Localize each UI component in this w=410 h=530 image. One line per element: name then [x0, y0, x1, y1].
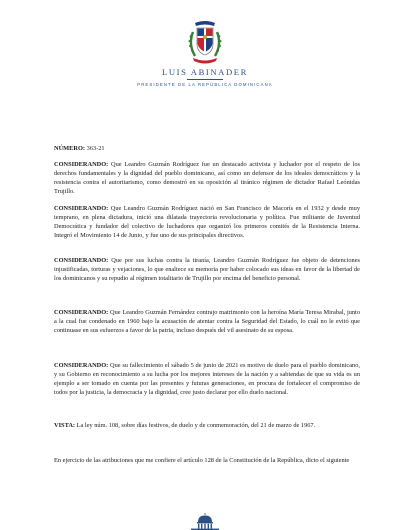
- considerando-text: Que Leandro Guzmán Rodríguez fue un destacado activista y luchador por el respeto de los derechos fundamentales y la dignidad del pueblo dominicano, así como un defensor de los ideales democráticos y la resistencia contra el autoritarismo, como demostró en su oposición al tiránico régimen de dictador Rafael Leónidas Trujillo.: [54, 161, 360, 195]
- president-office: PRESIDENTE DE LA REPÚBLICA DOMINICANA: [137, 82, 273, 87]
- considerando-label: CONSIDERANDO:: [54, 362, 109, 369]
- considerando-label: CONSIDERANDO:: [54, 205, 109, 212]
- considerando-text: Que Leandro Guzmán Fernández contrajo matrimonio con la heroína María Teresa Mirabal, junto a la cual fue condenado en 1960 bajo la acusación de atentar contra la Seguridad del Estado, lo cuál no le evitó que continuase en sus esfuerzos a favor de la patria, incluso después del vil asesinato de su esposa.: [54, 309, 360, 334]
- considerando-paragraph: [54, 362, 360, 398]
- considerando-text: Que su fallecimiento el sábado 5 de junio de 2021 es motivo de duelo para el pueblo dominicano, y su Gobierno en reconocimiento a su lucha por los mejores intereses de la nación y a sabiendas de que su vida es un ejemplo a ser tomado en cuenta por las presentes y futuras generaciones, en procura de fortalecer el compromiso de todos por la justicia, la democracia y la dignidad, cree justo declarar por ello duelo nacional.: [54, 362, 360, 396]
- considerando-label: CONSIDERANDO:: [54, 161, 109, 168]
- considerando-paragraph: [54, 161, 360, 197]
- decree-number: [54, 145, 360, 154]
- considerando-paragraph: [54, 257, 360, 284]
- closing-paragraph: En ejercicio de las atribuciones que me confiere el artículo 128 de la Constitución de la República, dicto el siguiente: [54, 457, 350, 464]
- vista-label: VISTA:: [54, 422, 76, 429]
- considerando-text: Que por sus luchas contra la tiranía, Leandro Guzmán Rodríguez fue objeto de detenciones injustificadas, torturas y vejaciones, lo que enaltece su memoria por haber colocado sus ideas en favor de la libertad de los dominicanos y su repudio al régimen totalitario de Trujillo por encima del beneficio personal.: [54, 257, 360, 282]
- national-palace-icon: [189, 511, 221, 530]
- coat-of-arms-icon: [185, 18, 225, 66]
- president-name: LUIS ABINADER: [162, 67, 248, 77]
- vista-paragraph: [54, 422, 360, 431]
- considerando-paragraph: [54, 309, 360, 336]
- considerando-label: CONSIDERANDO:: [54, 257, 109, 264]
- decree-number-value: 363-21: [85, 145, 105, 152]
- considerando-paragraph: [54, 205, 360, 241]
- decree-number-label: NÚMERO:: [54, 145, 86, 152]
- vista-text: La ley núm. 108, sobre días festivos, de duelo y de conmemoración, del 21 de marzo de 1967.: [75, 422, 316, 429]
- header-divider: [187, 79, 223, 80]
- considerando-label: CONSIDERANDO:: [54, 309, 109, 316]
- considerando-text: Que Leandro Guzmán Rodríguez nació en San Francisco de Macorís en el 1932 y desde muy temprano, en plena dictadura, inició una dilatada trayectoria revolucionaria y política. Fue militante de Juventud Democrática y fundador del colectivo de luchadores que organizó los primeros comités de la Resistencia Interna. Integró el Movimiento 14 de Junio, y fue uno de sus principales directivos.: [54, 205, 360, 239]
